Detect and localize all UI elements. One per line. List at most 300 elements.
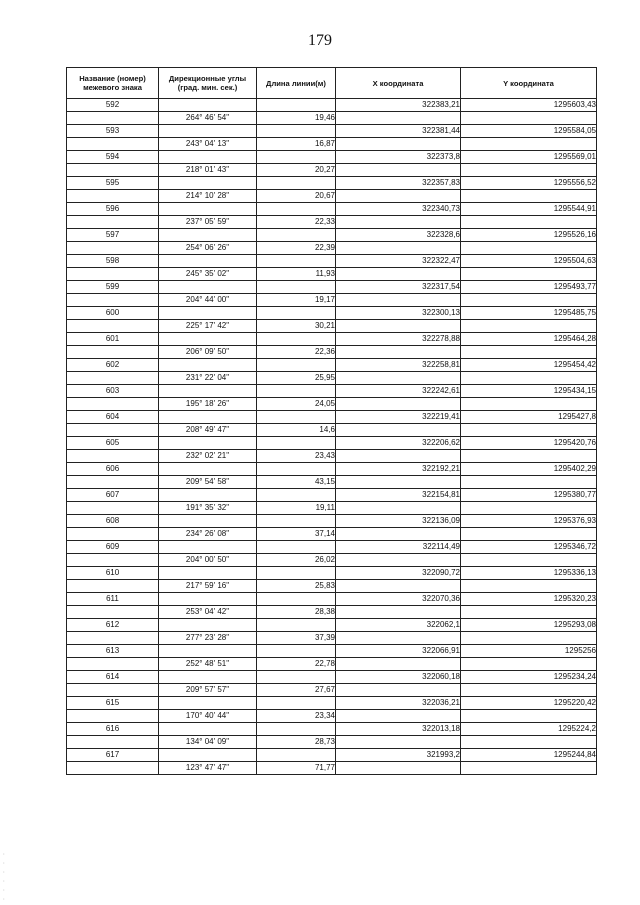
direction-angle: 217° 59' 16" <box>159 580 257 593</box>
line-length: 19,11 <box>257 502 336 515</box>
y-coordinate: 1295504,63 <box>461 255 597 268</box>
empty-cell <box>336 528 461 541</box>
empty-cell <box>336 346 461 359</box>
line-length: 20,27 <box>257 164 336 177</box>
empty-cell <box>336 268 461 281</box>
x-coordinate: 322317,54 <box>336 281 461 294</box>
direction-angle: 195° 18' 26" <box>159 398 257 411</box>
empty-cell <box>67 164 159 177</box>
line-length: 26,02 <box>257 554 336 567</box>
point-name: 610 <box>67 567 159 580</box>
empty-cell <box>159 281 257 294</box>
empty-cell <box>461 294 597 307</box>
empty-cell <box>159 255 257 268</box>
empty-cell <box>257 281 336 294</box>
empty-cell <box>461 164 597 177</box>
empty-cell <box>67 528 159 541</box>
table-row-segment <box>67 372 597 385</box>
table-row-point <box>67 567 597 580</box>
empty-cell <box>461 190 597 203</box>
table-row-point <box>67 359 597 372</box>
empty-cell <box>336 554 461 567</box>
header-y-coordinate: Y координата <box>461 68 597 99</box>
empty-cell <box>461 320 597 333</box>
y-coordinate: 1295346,72 <box>461 541 597 554</box>
empty-cell <box>67 190 159 203</box>
empty-cell <box>257 593 336 606</box>
empty-cell <box>159 307 257 320</box>
direction-angle: 254° 06' 26" <box>159 242 257 255</box>
empty-cell <box>461 476 597 489</box>
direction-angle: 208° 49' 47" <box>159 424 257 437</box>
empty-cell <box>67 658 159 671</box>
empty-cell <box>257 697 336 710</box>
empty-cell <box>336 190 461 203</box>
direction-angle: 134° 04' 09" <box>159 736 257 749</box>
empty-cell <box>336 216 461 229</box>
empty-cell <box>461 138 597 151</box>
point-name: 611 <box>67 593 159 606</box>
empty-cell <box>336 164 461 177</box>
empty-cell <box>159 541 257 554</box>
line-length: 37,14 <box>257 528 336 541</box>
y-coordinate: 1295526,16 <box>461 229 597 242</box>
table-row-point <box>67 489 597 502</box>
empty-cell <box>67 632 159 645</box>
y-coordinate: 1295544,91 <box>461 203 597 216</box>
table-row-segment <box>67 398 597 411</box>
empty-cell <box>257 385 336 398</box>
empty-cell <box>257 567 336 580</box>
table-row-segment <box>67 658 597 671</box>
point-name: 602 <box>67 359 159 372</box>
direction-angle: 218° 01' 43" <box>159 164 257 177</box>
line-length: 19,46 <box>257 112 336 125</box>
empty-cell <box>159 385 257 398</box>
y-coordinate: 1295244,84 <box>461 749 597 762</box>
table-row-segment <box>67 476 597 489</box>
empty-cell <box>67 450 159 463</box>
empty-cell <box>461 658 597 671</box>
empty-cell <box>257 515 336 528</box>
empty-cell <box>461 554 597 567</box>
empty-cell <box>159 125 257 138</box>
direction-angle: 243° 04' 13" <box>159 138 257 151</box>
table-row-segment <box>67 190 597 203</box>
point-name: 607 <box>67 489 159 502</box>
empty-cell <box>336 450 461 463</box>
empty-cell <box>461 242 597 255</box>
table-row-point <box>67 749 597 762</box>
empty-cell <box>336 580 461 593</box>
point-name: 599 <box>67 281 159 294</box>
empty-cell <box>67 606 159 619</box>
table-row-segment <box>67 164 597 177</box>
table-row-point <box>67 645 597 658</box>
y-coordinate: 1295293,08 <box>461 619 597 632</box>
line-length: 28,73 <box>257 736 336 749</box>
empty-cell <box>159 515 257 528</box>
header-point-name: Название (номер) межевого знака <box>67 68 159 99</box>
empty-cell <box>67 684 159 697</box>
empty-cell <box>336 502 461 515</box>
empty-cell <box>67 320 159 333</box>
line-length: 43,15 <box>257 476 336 489</box>
empty-cell <box>257 125 336 138</box>
table-row-segment <box>67 242 597 255</box>
empty-cell <box>336 476 461 489</box>
x-coordinate: 322090,72 <box>336 567 461 580</box>
x-coordinate: 322192,21 <box>336 463 461 476</box>
table-row-segment <box>67 762 597 775</box>
y-coordinate: 1295603,43 <box>461 99 597 112</box>
y-coordinate: 1295402,29 <box>461 463 597 476</box>
x-coordinate: 322322,47 <box>336 255 461 268</box>
empty-cell <box>67 424 159 437</box>
empty-cell <box>461 684 597 697</box>
line-length: 23,34 <box>257 710 336 723</box>
point-name: 605 <box>67 437 159 450</box>
table-row-segment <box>67 606 597 619</box>
point-name: 608 <box>67 515 159 528</box>
empty-cell <box>257 255 336 268</box>
empty-cell <box>461 268 597 281</box>
line-length: 14,6 <box>257 424 336 437</box>
table-row-segment <box>67 268 597 281</box>
y-coordinate: 1295427,8 <box>461 411 597 424</box>
point-name: 603 <box>67 385 159 398</box>
empty-cell <box>67 554 159 567</box>
direction-angle: 232° 02' 21" <box>159 450 257 463</box>
y-coordinate: 1295569,01 <box>461 151 597 164</box>
empty-cell <box>159 593 257 606</box>
empty-cell <box>461 580 597 593</box>
x-coordinate: 322206,62 <box>336 437 461 450</box>
empty-cell <box>336 658 461 671</box>
x-coordinate: 322219,41 <box>336 411 461 424</box>
empty-cell <box>159 489 257 502</box>
table-row-point <box>67 515 597 528</box>
line-length: 19,17 <box>257 294 336 307</box>
empty-cell <box>159 749 257 762</box>
y-coordinate: 1295336,13 <box>461 567 597 580</box>
point-name: 593 <box>67 125 159 138</box>
empty-cell <box>67 268 159 281</box>
table-row-segment <box>67 528 597 541</box>
page-number: 179 <box>308 32 332 49</box>
empty-cell <box>461 398 597 411</box>
y-coordinate: 1295234,24 <box>461 671 597 684</box>
direction-angle: 234° 26' 08" <box>159 528 257 541</box>
empty-cell <box>159 697 257 710</box>
empty-cell <box>336 138 461 151</box>
direction-angle: 206° 09' 50" <box>159 346 257 359</box>
table-row-point <box>67 177 597 190</box>
point-name: 612 <box>67 619 159 632</box>
table-row-point <box>67 411 597 424</box>
point-name: 616 <box>67 723 159 736</box>
point-name: 614 <box>67 671 159 684</box>
point-name: 604 <box>67 411 159 424</box>
table-row-point <box>67 671 597 684</box>
table-row-point <box>67 723 597 736</box>
table-row-point <box>67 229 597 242</box>
empty-cell <box>257 359 336 372</box>
point-name: 600 <box>67 307 159 320</box>
x-coordinate: 322373,8 <box>336 151 461 164</box>
empty-cell <box>336 684 461 697</box>
line-length: 22,78 <box>257 658 336 671</box>
point-name: 617 <box>67 749 159 762</box>
empty-cell <box>461 424 597 437</box>
x-coordinate: 322013,18 <box>336 723 461 736</box>
empty-cell <box>159 619 257 632</box>
table-row-segment <box>67 710 597 723</box>
point-name: 595 <box>67 177 159 190</box>
table-header-row <box>67 68 597 99</box>
empty-cell <box>461 762 597 775</box>
scan-edge-marks: · · · · · · <box>2 851 6 903</box>
line-length: 25,83 <box>257 580 336 593</box>
empty-cell <box>159 671 257 684</box>
line-length: 27,67 <box>257 684 336 697</box>
line-length: 20,67 <box>257 190 336 203</box>
x-coordinate: 322381,44 <box>336 125 461 138</box>
y-coordinate: 1295380,77 <box>461 489 597 502</box>
empty-cell <box>461 632 597 645</box>
x-coordinate: 322036,21 <box>336 697 461 710</box>
x-coordinate: 322340,73 <box>336 203 461 216</box>
empty-cell <box>336 736 461 749</box>
line-length: 22,36 <box>257 346 336 359</box>
empty-cell <box>461 528 597 541</box>
direction-angle: 231° 22' 04" <box>159 372 257 385</box>
empty-cell <box>461 502 597 515</box>
point-name: 609 <box>67 541 159 554</box>
point-name: 592 <box>67 99 159 112</box>
x-coordinate: 322154,81 <box>336 489 461 502</box>
empty-cell <box>461 606 597 619</box>
empty-cell <box>257 619 336 632</box>
y-coordinate: 1295224,2 <box>461 723 597 736</box>
x-coordinate: 322136,09 <box>336 515 461 528</box>
table-row-point <box>67 385 597 398</box>
empty-cell <box>257 671 336 684</box>
empty-cell <box>257 463 336 476</box>
y-coordinate: 1295464,28 <box>461 333 597 346</box>
x-coordinate: 322060,18 <box>336 671 461 684</box>
empty-cell <box>257 723 336 736</box>
empty-cell <box>67 502 159 515</box>
table-row-segment <box>67 450 597 463</box>
y-coordinate: 1295256 <box>461 645 597 658</box>
point-name: 606 <box>67 463 159 476</box>
empty-cell <box>159 177 257 190</box>
x-coordinate: 322066,91 <box>336 645 461 658</box>
empty-cell <box>336 242 461 255</box>
x-coordinate: 322357,83 <box>336 177 461 190</box>
empty-cell <box>159 99 257 112</box>
point-name: 601 <box>67 333 159 346</box>
table-row-point <box>67 541 597 554</box>
direction-angle: 225° 17' 42" <box>159 320 257 333</box>
empty-cell <box>257 229 336 242</box>
table-row-segment <box>67 736 597 749</box>
empty-cell <box>159 411 257 424</box>
x-coordinate: 322114,49 <box>336 541 461 554</box>
empty-cell <box>159 463 257 476</box>
empty-cell <box>67 216 159 229</box>
table-row-segment <box>67 294 597 307</box>
direction-angle: 170° 40' 44" <box>159 710 257 723</box>
line-length: 16,87 <box>257 138 336 151</box>
empty-cell <box>257 489 336 502</box>
table-row-point <box>67 697 597 710</box>
table-row-segment <box>67 138 597 151</box>
empty-cell <box>159 203 257 216</box>
table-row-point <box>67 151 597 164</box>
direction-angle: 209° 57' 57" <box>159 684 257 697</box>
table-row-segment <box>67 554 597 567</box>
empty-cell <box>67 398 159 411</box>
empty-cell <box>67 294 159 307</box>
table-row-segment <box>67 580 597 593</box>
empty-cell <box>257 411 336 424</box>
empty-cell <box>67 762 159 775</box>
table-body <box>67 99 597 775</box>
line-length: 30,21 <box>257 320 336 333</box>
direction-angle: 245° 35' 02" <box>159 268 257 281</box>
empty-cell <box>257 437 336 450</box>
empty-cell <box>336 606 461 619</box>
empty-cell <box>159 333 257 346</box>
empty-cell <box>159 359 257 372</box>
table-row-point <box>67 255 597 268</box>
direction-angle: 237° 05' 59" <box>159 216 257 229</box>
y-coordinate: 1295376,93 <box>461 515 597 528</box>
empty-cell <box>461 346 597 359</box>
table-row-segment <box>67 112 597 125</box>
empty-cell <box>67 476 159 489</box>
table-row-segment <box>67 684 597 697</box>
table-row-segment <box>67 346 597 359</box>
empty-cell <box>159 229 257 242</box>
empty-cell <box>461 112 597 125</box>
empty-cell <box>336 762 461 775</box>
empty-cell <box>461 736 597 749</box>
empty-cell <box>159 723 257 736</box>
y-coordinate: 1295493,77 <box>461 281 597 294</box>
line-length: 24,05 <box>257 398 336 411</box>
empty-cell <box>257 151 336 164</box>
point-name: 594 <box>67 151 159 164</box>
table-row-segment <box>67 632 597 645</box>
x-coordinate: 322242,61 <box>336 385 461 398</box>
table-row-segment <box>67 424 597 437</box>
y-coordinate: 1295220,42 <box>461 697 597 710</box>
empty-cell <box>159 437 257 450</box>
table-row-point <box>67 437 597 450</box>
empty-cell <box>159 151 257 164</box>
empty-cell <box>67 112 159 125</box>
point-name: 596 <box>67 203 159 216</box>
direction-angle: 204° 00' 50" <box>159 554 257 567</box>
empty-cell <box>159 567 257 580</box>
table-row-point <box>67 619 597 632</box>
header-direction-angle: Дирекционные углы (град. мин. сек.) <box>159 68 257 99</box>
empty-cell <box>257 333 336 346</box>
table-row-point <box>67 463 597 476</box>
empty-cell <box>336 398 461 411</box>
table-row-point <box>67 203 597 216</box>
line-length: 22,39 <box>257 242 336 255</box>
direction-angle: 204° 44' 00" <box>159 294 257 307</box>
x-coordinate: 322278,88 <box>336 333 461 346</box>
empty-cell <box>257 99 336 112</box>
x-coordinate: 322258,81 <box>336 359 461 372</box>
x-coordinate: 321993,2 <box>336 749 461 762</box>
table-row-point <box>67 99 597 112</box>
direction-angle: 214° 10' 28" <box>159 190 257 203</box>
direction-angle: 264° 46' 54" <box>159 112 257 125</box>
header-line-length: Длина линии(м) <box>257 68 336 99</box>
line-length: 71,77 <box>257 762 336 775</box>
table-row-segment <box>67 320 597 333</box>
x-coordinate: 322062,1 <box>336 619 461 632</box>
empty-cell <box>67 736 159 749</box>
empty-cell <box>336 424 461 437</box>
empty-cell <box>67 346 159 359</box>
direction-angle: 252° 48' 51" <box>159 658 257 671</box>
direction-angle: 209° 54' 58" <box>159 476 257 489</box>
table-row-point <box>67 333 597 346</box>
empty-cell <box>67 710 159 723</box>
empty-cell <box>257 645 336 658</box>
y-coordinate: 1295556,52 <box>461 177 597 190</box>
empty-cell <box>461 372 597 385</box>
point-name: 598 <box>67 255 159 268</box>
empty-cell <box>336 320 461 333</box>
y-coordinate: 1295420,76 <box>461 437 597 450</box>
empty-cell <box>257 749 336 762</box>
table-row-segment <box>67 502 597 515</box>
empty-cell <box>67 580 159 593</box>
line-length: 22,33 <box>257 216 336 229</box>
empty-cell <box>461 216 597 229</box>
empty-cell <box>159 645 257 658</box>
y-coordinate: 1295320,23 <box>461 593 597 606</box>
line-length: 37,39 <box>257 632 336 645</box>
direction-angle: 123° 47' 47" <box>159 762 257 775</box>
point-name: 613 <box>67 645 159 658</box>
x-coordinate: 322328,6 <box>336 229 461 242</box>
table-row-point <box>67 307 597 320</box>
empty-cell <box>67 242 159 255</box>
x-coordinate: 322300,13 <box>336 307 461 320</box>
empty-cell <box>461 710 597 723</box>
empty-cell <box>336 372 461 385</box>
point-name: 615 <box>67 697 159 710</box>
x-coordinate: 322383,21 <box>336 99 461 112</box>
direction-angle: 191° 35' 32" <box>159 502 257 515</box>
table-row-point <box>67 593 597 606</box>
table-row-point <box>67 125 597 138</box>
direction-angle: 277° 23' 28" <box>159 632 257 645</box>
y-coordinate: 1295454,42 <box>461 359 597 372</box>
empty-cell <box>67 138 159 151</box>
empty-cell <box>336 632 461 645</box>
direction-angle: 253° 04' 42" <box>159 606 257 619</box>
